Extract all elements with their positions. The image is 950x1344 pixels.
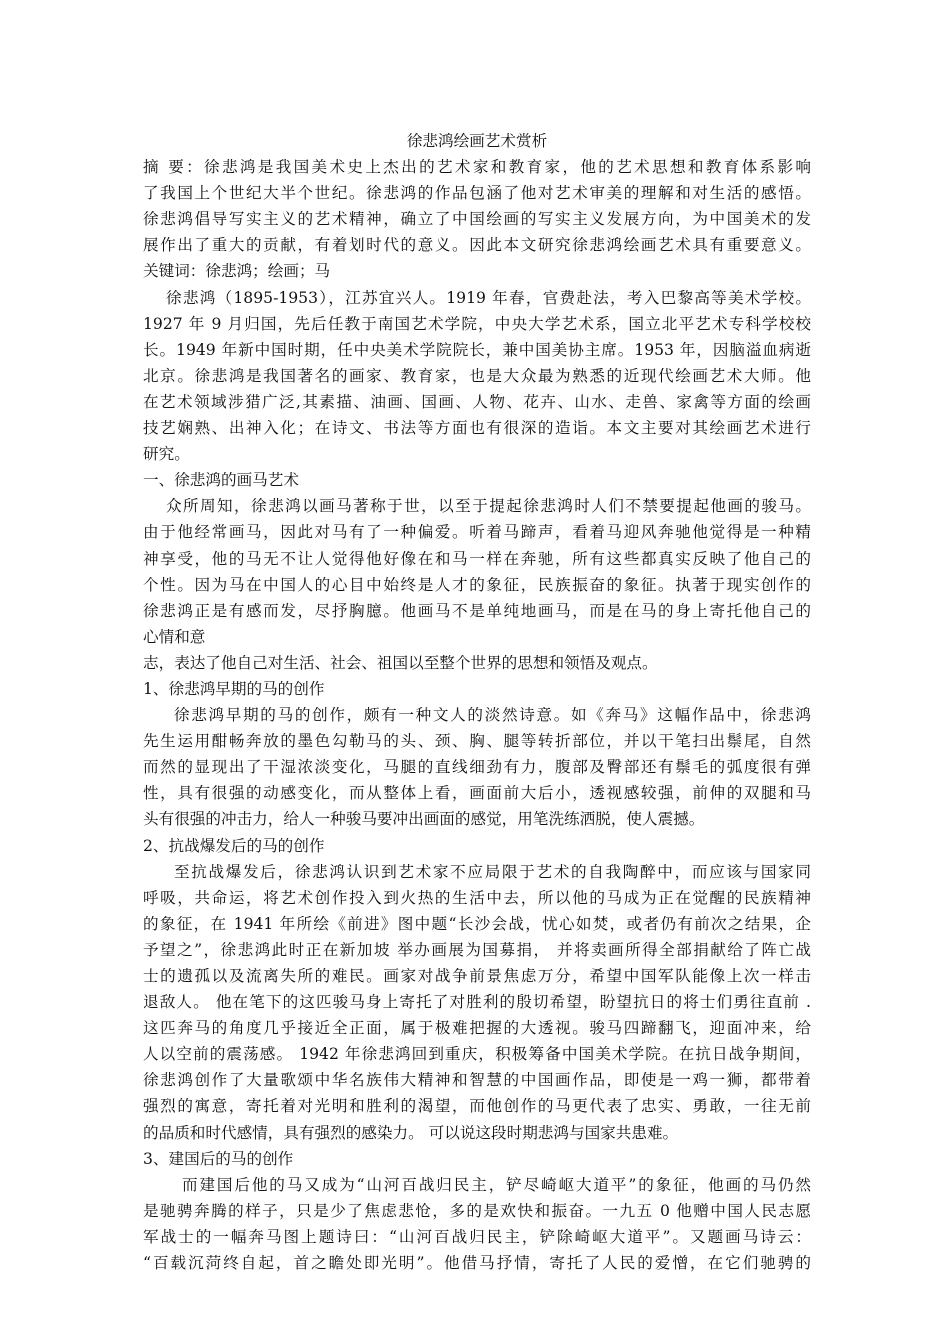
- intro-line: 在艺术领域涉猎广泛,其素描、油画、国画、人物、花卉、山水、走兽、家禽等方面的绘画: [143, 392, 811, 411]
- section-line: 众所周知，徐悲鸿以画马著称于世，以至于提起徐悲鸿时人们不禁要提起他画的骏马。: [166, 497, 811, 516]
- subsection-line: 徐悲鸿创作了大量歌颂中华名族伟大精神和智慧的中国画作品，即使是一鸡一狮，都带着: [143, 1071, 811, 1090]
- subsection-line: 退敌人。 他在笔下的这匹骏马身上寄托了对胜利的殷切希望，盼望抗日的将士们勇往直前 .: [143, 993, 811, 1012]
- subsection-heading: 1、徐悲鸿早期的马的创作: [143, 679, 325, 698]
- subsection-line: 是驰骋奔腾的样子，只是少了焦虑悲怆，多的是欢快和振奋。一九五 0 他赠中国人民志愿: [143, 1201, 811, 1220]
- subsection-line: 予望之”，徐悲鸿此时正在新加坡 举办画展为国募捐， 并将卖画所得全部捐献给了阵亡战: [143, 940, 811, 959]
- section-line: 由于他经常画马，因此对马有了一种偏爱。听着马蹄声，看着马迎风奔驰他觉得是一种精: [143, 523, 811, 542]
- subsection-line: “百载沉菏终自起，首之瞻处即光明”。他借马抒情，寄托了人民的爱憎，在它们驰骋的: [143, 1254, 811, 1273]
- subsection-line: 士的遗孤以及流离失所的难民。画家对战争前景焦虑万分，希望中国军队能像上次一样击: [143, 967, 811, 985]
- intro-line: 技艺娴熟、出神入化；在诗文、书法等方面也有很深的造诣。本文主要对其绘画艺术进行: [143, 419, 811, 438]
- subsection-line: 先生运用酣畅奔放的墨色勾勒马的头、颈、胸、腿等转折部位，并以干笔扫出鬃尾，自然: [143, 732, 811, 751]
- abstract-line: 徐悲鸿倡导写实主义的艺术精神，确立了中国绘画的写实主义发展方向，为中国美术的发: [143, 210, 811, 229]
- section-line: 个性。因为马在中国人的心目中始终是人才的象征，民族振奋的象征。执著于现实创作的: [143, 575, 811, 594]
- abstract-line: 了我国上个世纪大半个世纪。徐悲鸿的作品包涵了他对艺术审美的理解和对生活的感悟。: [143, 184, 811, 203]
- section-line: 神享受，他的马无不让人觉得他好像在和马一样在奔驰，所有这些都真实反映了他自己的: [143, 549, 811, 568]
- abstract-line: 展作出了重大的贡献，有着划时代的意义。因此本文研究徐悲鸿绘画艺术具有重要意义。: [143, 236, 811, 255]
- intro-line: 徐悲鸿（1895-1953），江苏宜兴人。1919 年春，官费赴法，考入巴黎高等美术学校。: [166, 288, 811, 307]
- document-title: 徐悲鸿绘画艺术赏析: [406, 132, 548, 150]
- subsection-line: 的品质和时代感情，具有强烈的感染力。 可以说这段时期悲鸿与国家共患难。: [143, 1123, 679, 1142]
- subsection-line: 头有很强的冲击力，给人一种骏马要冲出画面的感觉，用笔洗练洒脱，使人震撼。: [143, 810, 705, 829]
- keywords: 关键词：徐悲鸿；绘画；马: [143, 262, 331, 281]
- subsection-line: 而建国后他的马又成为“山河百战归民主，铲尽崎岖大道平”的象征，他画的马仍然: [182, 1175, 811, 1194]
- intro-line: 长。1949 年新中国时期，任中央美术学院院长，兼中国美协主席。1953 年，因脑溢血病逝: [143, 340, 811, 359]
- section-line: 心情和意: [143, 627, 206, 646]
- section-line: 徐悲鸿正是有感而发，尽抒胸臆。他画马不是单纯地画马，而是在马的身上寄托他自己的: [143, 601, 811, 620]
- abstract-line: 摘 要：徐悲鸿是我国美术史上杰出的艺术家和教育家，他的艺术思想和教育体系影响: [143, 158, 811, 177]
- subsection-line: 呼吸，共命运，将艺术创作投入到火热的生活中去，所以他的马成为正在觉醒的民族精神: [143, 888, 811, 907]
- subsection-line: 强烈的寓意，寄托着对光明和胜利的渴望，而他创作的马更代表了忠实、勇敢，一往无前: [143, 1097, 811, 1116]
- subsection-heading: 2、抗战爆发后的马的创作: [143, 836, 325, 855]
- intro-line: 1927 年 9 月归国，先后任教于南国艺术学院，中央大学艺术系，国立北平艺术专科学校校: [143, 314, 811, 333]
- subsection-heading: 3、建国后的马的创作: [143, 1149, 294, 1168]
- section-line: 志，表达了他自己对生活、社会、祖国以至整个世界的思想和领悟及观点。: [143, 653, 658, 672]
- subsection-line: 军战士的一幅奔马图上题诗曰：“山河百战归民主，铲除崎岖大道平”。又题画马诗云：: [143, 1227, 811, 1246]
- intro-line: 北京。徐悲鸿是我国著名的画家、教育家，也是大众最为熟悉的近现代绘画艺术大师。他: [143, 366, 811, 385]
- document-body: [143, 128, 811, 1276]
- subsection-line: 人以空前的震荡感。 1942 年徐悲鸿回到重庆，积极筹备中国美术学院。在抗日战争期间，: [143, 1045, 811, 1064]
- subsection-line: 至抗战爆发后，徐悲鸿认识到艺术家不应局限于艺术的自我陶醉中，而应该与国家同: [174, 862, 811, 881]
- intro-line: 研究。: [143, 445, 190, 464]
- subsection-line: 的象征，在 1941 年所绘《前进》图中题“长沙会战，忧心如焚，或者仍有前次之结果，企: [143, 914, 811, 933]
- subsection-line: 性，具有很强的动感变化，而从整体上看，画面前大后小，透视感较强，前伸的双腿和马: [143, 784, 811, 803]
- subsection-line: 而然的显现出了干湿浓淡变化，马腿的直线细劲有力，腹部及臀部还有鬃毛的弧度很有弹: [143, 758, 811, 777]
- subsection-line: 徐悲鸿早期的马的创作，颇有一种文人的淡然诗意。如《奔马》这幅作品中，徐悲鸿: [174, 706, 811, 725]
- subsection-line: 这匹奔马的角度几乎接近全正面，属于极难把握的大透视。骏马四蹄翻飞，迎面冲来，给: [143, 1019, 811, 1038]
- section-heading: 一、徐悲鸿的画马艺术: [143, 471, 299, 490]
